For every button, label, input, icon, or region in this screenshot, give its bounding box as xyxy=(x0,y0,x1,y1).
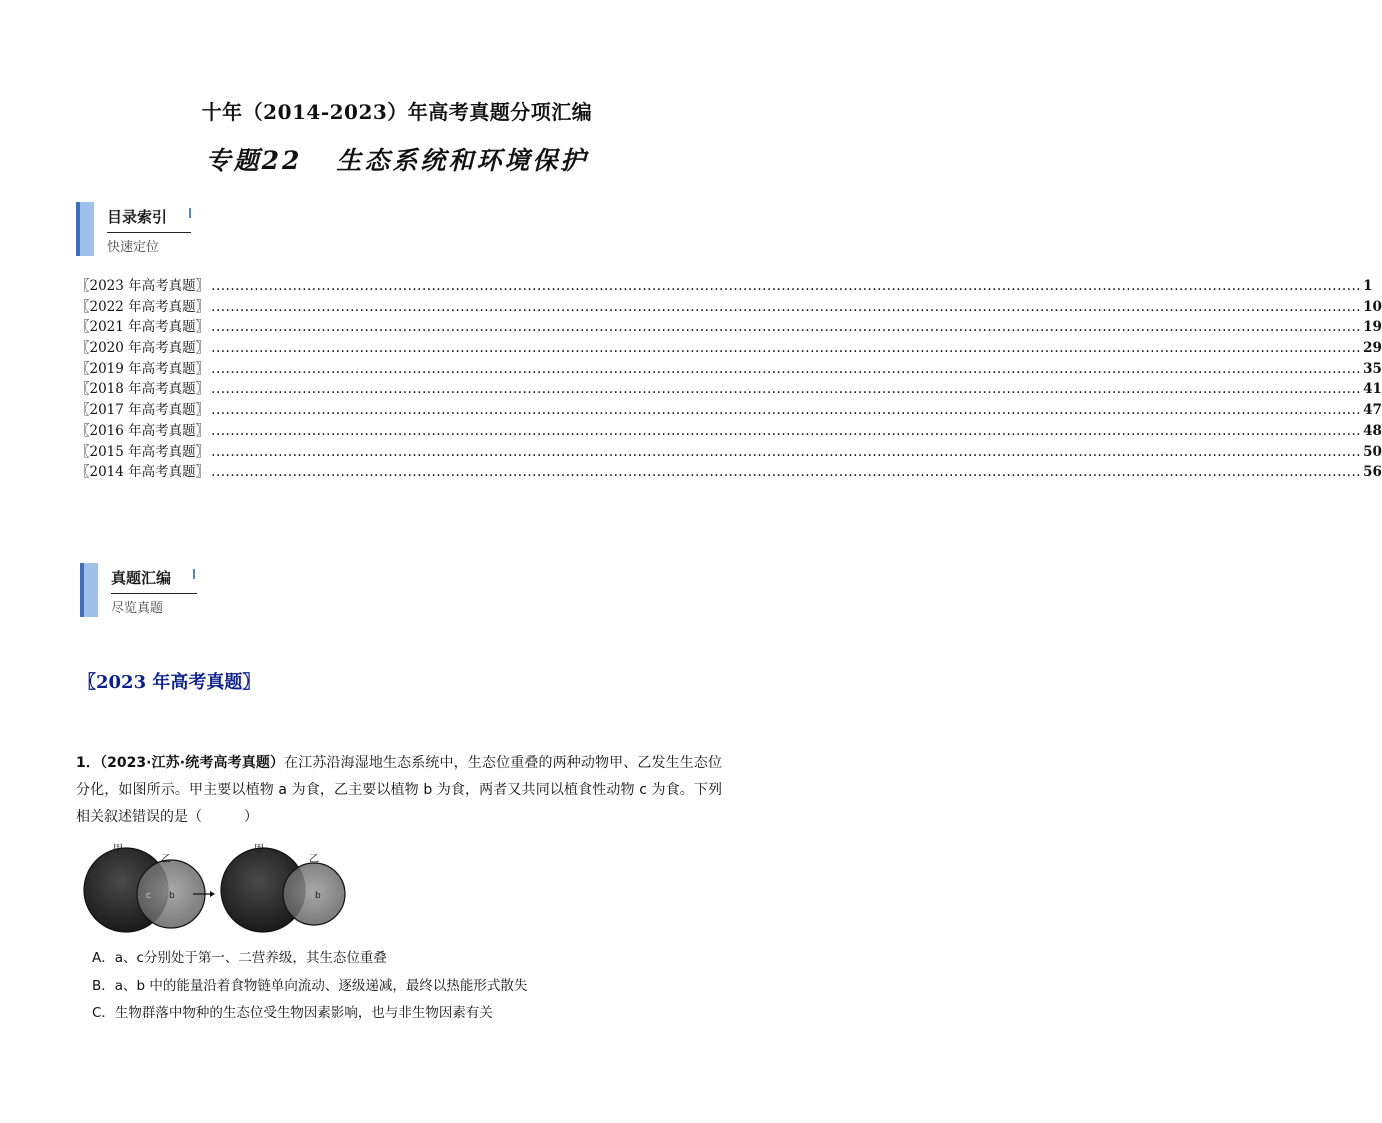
toc-leader-dots: ................................................................................................................................................................................................................................................ xyxy=(211,381,1362,398)
toc-entry-label: 〖2020 年高考真题〗 xyxy=(76,340,210,357)
label-yi-left: 乙 xyxy=(161,854,171,865)
collection-section-title: 真题汇编 xyxy=(111,569,172,587)
toc-entry[interactable] xyxy=(76,317,1382,338)
section-bar-light xyxy=(80,202,94,256)
toc-section-subtitle: 快速定位 xyxy=(107,240,160,255)
toc-entry[interactable] xyxy=(76,400,1382,421)
section-bar-light xyxy=(84,563,98,617)
label-jia-right: 甲 xyxy=(254,844,264,855)
label-b-right: b xyxy=(315,891,321,901)
toc-entry-page: 47 xyxy=(1363,402,1382,419)
toc-leader-dots: ................................................................................................................................................................................................................................................ xyxy=(211,360,1362,377)
toc-entry-page: 56 xyxy=(1363,464,1382,481)
topic-name: 生态系统和环境保护 xyxy=(336,146,589,175)
document-title: 十年（2014-2023）年高考真题分项汇编 xyxy=(201,100,593,124)
toc-entry-label: 〖2015 年高考真题〗 xyxy=(76,443,210,460)
toc-entry[interactable] xyxy=(76,359,1382,380)
niche-diagram xyxy=(82,842,352,934)
toc-section-title: 目录索引 xyxy=(107,208,168,226)
toc-entry[interactable] xyxy=(76,338,1382,359)
question-number: 1． xyxy=(76,755,100,771)
collection-section-subtitle: 尽览真题 xyxy=(111,601,164,616)
toc-entry-page: 19 xyxy=(1363,319,1382,336)
toc-leader-dots: ................................................................................................................................................................................................................................................ xyxy=(211,464,1362,481)
toc-entry-page: 50 xyxy=(1363,443,1382,460)
question-source: （2023·江苏·统考高考真题） xyxy=(100,755,285,771)
toc-leader-dots: ................................................................................................................................................................................................................................................ xyxy=(211,443,1362,460)
topic-title xyxy=(0,141,794,177)
label-b-left: b xyxy=(169,891,175,901)
toc-entry[interactable] xyxy=(76,421,1382,442)
toc-leader-dots: ................................................................................................................................................................................................................................................ xyxy=(211,422,1362,439)
toc-entry-page: 41 xyxy=(1363,381,1382,398)
question-stem: 在江苏沿海湿地生态系统中，生态位重叠的两种动物甲、乙发生生态位分化，如图所示。甲主要以植物 a 为食，乙主要以植物 b 为食，两者又共同以植食性动物 c 为食。下列相关叙述错误的是（ ） xyxy=(76,755,722,825)
toc-leader-dots: ................................................................................................................................................................................................................................................ xyxy=(211,278,1362,294)
toc-entry-page: 29 xyxy=(1363,340,1382,357)
toc-entry-page: 10 xyxy=(1363,298,1382,315)
toc-entry[interactable] xyxy=(76,442,1382,463)
toc-leader-dots: ................................................................................................................................................................................................................................................ xyxy=(211,402,1362,419)
toc-leader-dots: ................................................................................................................................................................................................................................................ xyxy=(211,319,1362,336)
section-divider xyxy=(107,232,191,233)
toc-entry-label: 〖2016 年高考真题〗 xyxy=(76,422,210,439)
label-c-left: c xyxy=(146,891,151,901)
option-c: C．生物群落中物种的生态位受生物因素影响，也与非生物因素有关 xyxy=(92,1005,493,1021)
section-divider xyxy=(111,593,197,594)
toc-entry-label: 〖2014 年高考真题〗 xyxy=(76,464,210,481)
section-mark-icon xyxy=(193,569,195,579)
section-mark-icon xyxy=(189,208,191,218)
toc-entry-page: 1 xyxy=(1363,278,1373,294)
niche-before xyxy=(84,843,205,932)
table-of-contents xyxy=(76,276,1382,483)
toc-entry-label: 〖2018 年高考真题〗 xyxy=(76,381,210,398)
toc-entry[interactable] xyxy=(76,297,1382,318)
toc-leader-dots: ................................................................................................................................................................................................................................................ xyxy=(211,340,1362,357)
toc-entry-page: 48 xyxy=(1363,422,1382,439)
topic-label: 专题22 xyxy=(205,146,303,175)
option-b: B．a、b 中的能量沿着食物链单向流动、逐级递减，最终以热能形式散失 xyxy=(92,978,528,994)
toc-entry-page: 35 xyxy=(1363,360,1382,377)
toc-entry-label: 〖2019 年高考真题〗 xyxy=(76,360,210,377)
option-a: A．a、c分别处于第一、二营养级，其生态位重叠 xyxy=(92,950,387,966)
toc-leader-dots: ................................................................................................................................................................................................................................................ xyxy=(211,298,1362,315)
collection-section-header xyxy=(80,563,220,619)
toc-entry[interactable] xyxy=(76,276,1373,297)
question-1 xyxy=(76,750,722,831)
toc-entry-label: 〖2017 年高考真题〗 xyxy=(76,402,210,419)
toc-section-header xyxy=(76,202,216,258)
toc-entry-label: 〖2021 年高考真题〗 xyxy=(76,319,210,336)
toc-entry-label: 〖2023 年高考真题〗 xyxy=(76,278,210,294)
toc-entry-label: 〖2022 年高考真题〗 xyxy=(76,298,210,315)
label-yi-right: 乙 xyxy=(309,854,319,865)
year-heading: 〖2023 年高考真题〗 xyxy=(78,672,261,693)
niche-after xyxy=(221,843,345,932)
label-jia-left: 甲 xyxy=(113,844,123,855)
toc-entry[interactable] xyxy=(76,462,1382,483)
toc-entry[interactable] xyxy=(76,379,1382,400)
